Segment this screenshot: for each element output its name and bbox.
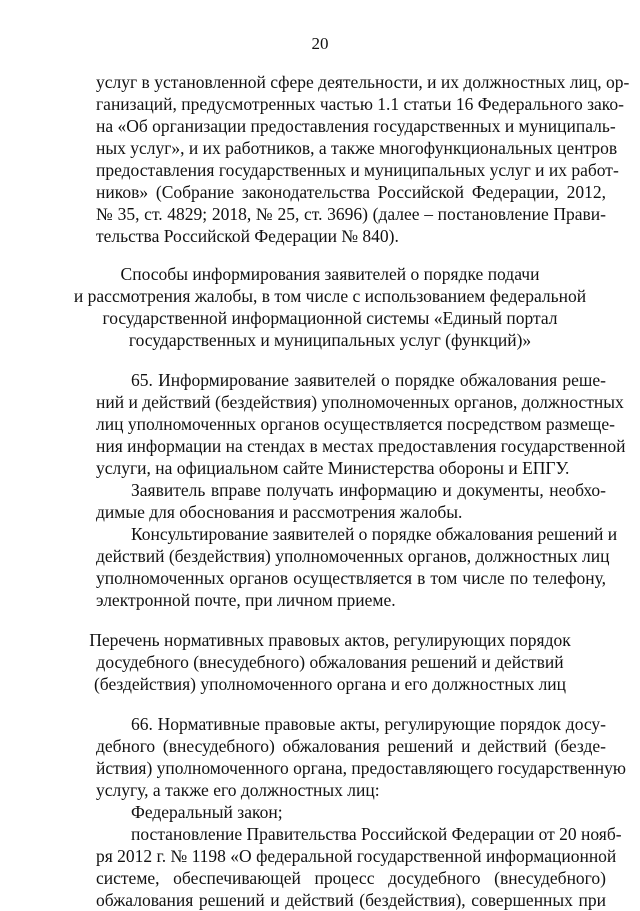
paragraph-line: услугу, а также его должностных лиц: [96,780,380,800]
paragraph-line: ний и действий (бездействия) уполномоченных органов, должностных [96,392,624,412]
paragraph-line: предоставления государственных и муниципальных услуг и их работ- [96,160,619,180]
section-heading-line: Перечень нормативных правовых актов, регулирующих порядок [89,630,571,650]
page-number: 20 [311,34,329,53]
section-heading-line: досудебного (внесудебного) обжалования решений и действий [96,652,564,672]
paragraph-line: действий (бездействия) уполномоченных органов, должностных лиц [96,546,610,566]
paragraph-line: 65. Информирование заявителей о порядке обжалования реше- [131,370,606,390]
list-item: Федеральный закон; [131,802,283,822]
section-heading-line: Способы информирования заявителей о порядке подачи [120,264,540,284]
paragraph-line: услуг в установленной сфере деятельности, и их должностных лиц, ор- [96,72,630,92]
paragraph-line: 66. Нормативные правовые акты, регулирующие порядок досу- [131,714,606,734]
paragraph-line: ганизаций, предусмотренных частью 1.1 статьи 16 Федерального зако- [96,94,624,114]
paragraph-line: постановление Правительства Российской Федерации от 20 нояб- [131,824,622,844]
paragraph-line: системе, обеспечивающей процесс досудебного (внесудебного) [96,868,606,888]
paragraph-line: йствия) уполномоченного органа, предоставляющего государственную [96,758,626,778]
section-heading-line: государственных и муниципальных услуг (функций)» [128,330,532,350]
paragraph-line: тельства Российской Федерации № 840). [96,226,399,246]
paragraph-line: обжалования решений и действий (бездействия), совершенных при [96,890,606,910]
section-heading-line: (бездействия) уполномоченного органа и его должностных лиц [93,674,567,694]
paragraph-line: № 35, ст. 4829; 2018, № 25, ст. 3696) (далее – постановление Прави- [96,204,606,224]
section-heading-line: государственной информационной системы «Единый портал [102,308,558,328]
paragraph-line: лиц уполномоченных органов осуществляется посредством размеще- [96,414,615,434]
paragraph-line: ния информации на стендах в местах предоставления государственной [96,436,626,456]
paragraph-line: ников» (Собрание законодательства Российской Федерации, 2012, [96,182,606,202]
paragraph-line: уполномоченных органов осуществляется в том числе по телефону, [96,568,606,588]
paragraph-line: димые для обоснования и рассмотрения жалобы. [96,502,463,522]
paragraph-line: на «Об организации предоставления государственных и муниципаль- [96,116,616,136]
paragraph-line: дебного (внесудебного) обжалования решений и действий (безде- [96,736,606,756]
paragraph-line: ных услуг», и их работников, а также многофункциональных центров [96,138,618,158]
paragraph-line: ря 2012 г. № 1198 «О федеральной государственной информационной [96,846,617,866]
paragraph-line: электронной почте, при личном приеме. [96,590,396,610]
paragraph-line: Заявитель вправе получать информацию и документы, необхо- [131,480,606,500]
section-heading-line: и рассмотрения жалобы, в том числе с использованием федеральной [73,286,587,306]
paragraph-line: Консультирование заявителей о порядке обжалования решений и [131,524,618,544]
paragraph-line: услуги, на официальном сайте Министерства обороны и ЕПГУ. [96,458,570,478]
